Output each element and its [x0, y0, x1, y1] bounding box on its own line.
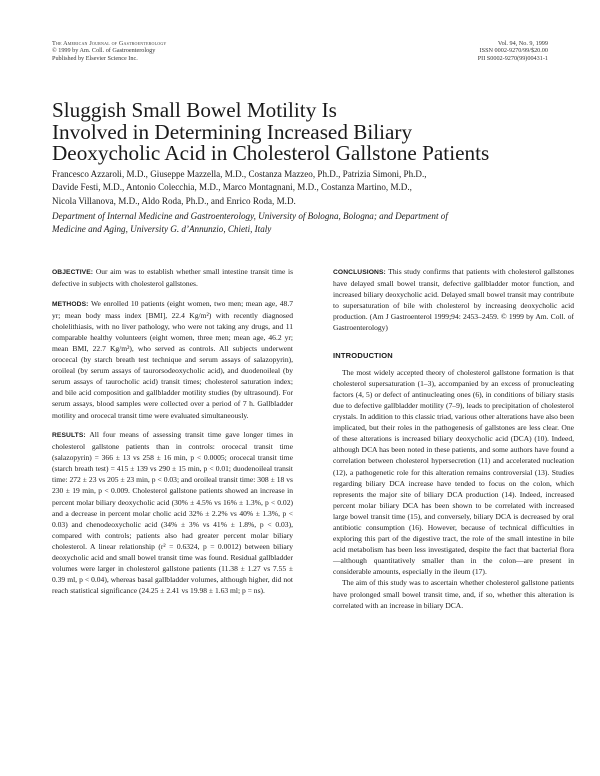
conclusions-label: CONCLUSIONS:	[333, 269, 386, 276]
abstract-column-left	[52, 266, 293, 605]
abstract-conclusions	[333, 266, 574, 334]
column-right	[333, 266, 574, 611]
methods-text: We enrolled 10 patients (eight women, two men; mean age, 48.7 yr; mean body mass index [BMI], 22.4 Kg/m²) with recently diagnosed cholelithiasis, with no liver pathology, who were not taking any drugs, and 11 comparable healthy volunteers (eight women, three men; mean age, 46.2 yr; mean BMI, 22.7 Kg/m²), who served as controls. All subjects underwent orocecal (by starch breath test technique and serum assays of salazopyrin), oroileal (by serum assays of taurorsodeoxycholic acid), and duodenoileal (by serum assays of taurocholic acid) transit times; cholesterol saturation index; and bile acid composition and gallbladder motility studies (by ultrasound). For serum assays, blood samples were collected over a period of 7 h. Gallbladder motility and orocecal transit time were evaluated simultaneously.	[52, 298, 293, 420]
title-line: Involved in Determining Increased Biliary	[52, 119, 413, 144]
intro-paragraph: The aim of this study was to ascertain whether cholesterol gallstone patients have prolonged small bowel transit time, and, if so, whether this alteration is correlated with an increase in biliary DCA.	[333, 578, 574, 610]
title-line: Sluggish Small Bowel Motility Is	[52, 98, 337, 122]
journal-header	[52, 40, 167, 62]
affiliation-line: Department of Internal Medicine and Gastroenterology, University of Bologna, Bologna; and Department of	[52, 211, 448, 221]
author-list	[52, 168, 552, 208]
authors-line: Davide Festi, M.D., Antonio Colecchia, M.D., Marco Montagnani, M.D., Costanza Martino, M.D.,	[52, 182, 412, 193]
journal-copyright: © 1999 by Am. Coll. of Gastroenterology	[52, 47, 156, 55]
journal-name: The American Journal of Gastroenterology	[52, 40, 167, 47]
results-label: RESULTS:	[52, 432, 86, 439]
abstract-objective	[52, 266, 293, 289]
methods-label: METHODS:	[52, 300, 89, 308]
intro-paragraph: The most widely accepted theory of cholesterol gallstone formation is that cholesterol supersaturation (1–3), accompanied by an excess of pronucleating factors (4, 5) or defect of antinucleating ones (6), in conditions of biliary stasis due to defective gallbladder motility (7–9), leads to precipitation of cholesterol crystals. In addition to this classic triad, various other alterations have also been implicated, but their roles in the pathogenesis of gallstones are less clear. One of these alterations is increased biliary deoxycholic acid (DCA) (10). Indeed, although DCA has been noted in these patients, and some authors have found a correlation between cholesterol hypersecretion (11) and accelerated nucleation (12), a pathogenetic role for this alteration remains controversial (13). Studies regarding biliary DCA increase have tended to focus on the colon, which represents the major site of biliary DCA production (14). Indeed, increased percent molar biliary DCA has been shown to be correlated with increased large bowel transit time (15), and conversely, biliary DCA is decreased by oral antibiotic consumption (16). However, because of technical difficulties in exploring this part of the digestive tract, the role of the small intestine in bile acid metabolism has been less investigated, despite the fact that bacterial flora—although quantitatively smaller than in the colon—are present in considerable amounts, especially in the ileum (17).	[333, 367, 575, 577]
results-text: All four means of assessing transit time gave longer times in cholesterol gallstone patients than in controls: orocecal transit time (salazopyrin) = 366 ± 13 vs 258 ± 16 min, p < 0.0005; orocecal transit time (starch breath test) = 415 ± 139 vs 290 ± 15 min, p < 0.01; duodenoileal transit time: 272 ± 23 vs 205 ± 23 min, p < 0.03; and oroileal transit time: 308 ± 18 vs 230 ± 19 min, p < 0.009. Cholesterol gallstone patients showed an increase in percent molar biliary deoxycholic acid (30% ± 4.5% vs 16% ± 1.3%, p < 0.02) and a decrease in percent molar cholic acid 32% ± 2.2% vs 40% ± 1.3%, p < 0.03) and chenodeoxycholic acid (34% ± 3% vs 41% ± 1.8%, p < 0.03), compared with controls; patients also had greater percent molar biliary cholesterol. A linear relationship (r² = 0.6324, p = 0.0012) between biliary deoxycholic acid and small bowel transit time was found. Residual gallbladder volumes were larger in cholesterol gallstone patients (11.38 ± 1.27 vs 7.55 ± 0.39 ml, p < 0.04), whereas basal gallbladder volumes, although higher, did not reach statistical significance (24.25 ± 2.41 vs 19.98 ± 1.63 ml; p = ns).	[52, 430, 293, 596]
authors-line: Nicola Villanova, M.D., Aldo Roda, Ph.D., and Enrico Roda, M.D.	[52, 195, 296, 206]
title-line: Deoxycholic Acid in Cholesterol Gallstone Patients	[52, 141, 490, 165]
conclusions-text: This study confirms that patients with cholesterol gallstones have delayed small bowel transit, defective gallbladder motor function, and increased biliary deoxycholic acid. Delayed small bowel transit may contribute to supersaturation of bile with cholesterol by increasing deoxycholic acid production. (Am J Gastroenterol 1999;94: 2453–2459. © 1999 by Am. Coll. of Gastroenterology)	[333, 267, 574, 333]
abstract-methods	[52, 298, 293, 421]
abstract-results	[52, 429, 293, 596]
affiliation-line: Medicine and Aging, University G. d’Annunzio, Chieti, Italy	[52, 224, 272, 235]
authors-line: Francesco Azzaroli, M.D., Giuseppe Mazzella, M.D., Costanza Mazzeo, Ph.D., Patrizia Simoni, Ph.D.,	[52, 169, 427, 179]
objective-label: OBJECTIVE:	[52, 269, 94, 276]
introduction-body	[333, 367, 574, 611]
pii-info: PII S0002-9270(99)00431-1	[477, 54, 548, 62]
volume-info: Vol. 94, No. 9, 1999	[497, 40, 548, 47]
objective-text: Our aim was to establish whether small intestine transit time is defective in subjects with cholesterol gallstones.	[52, 267, 294, 289]
introduction-heading: INTRODUCTION	[333, 350, 393, 360]
article-title	[52, 100, 552, 165]
issue-info	[478, 40, 548, 62]
journal-publisher: Published by Elsevier Science Inc.	[52, 54, 138, 62]
affiliation	[52, 210, 552, 237]
issn-info: ISSN 0002-9270/99/$20.00	[479, 47, 548, 55]
